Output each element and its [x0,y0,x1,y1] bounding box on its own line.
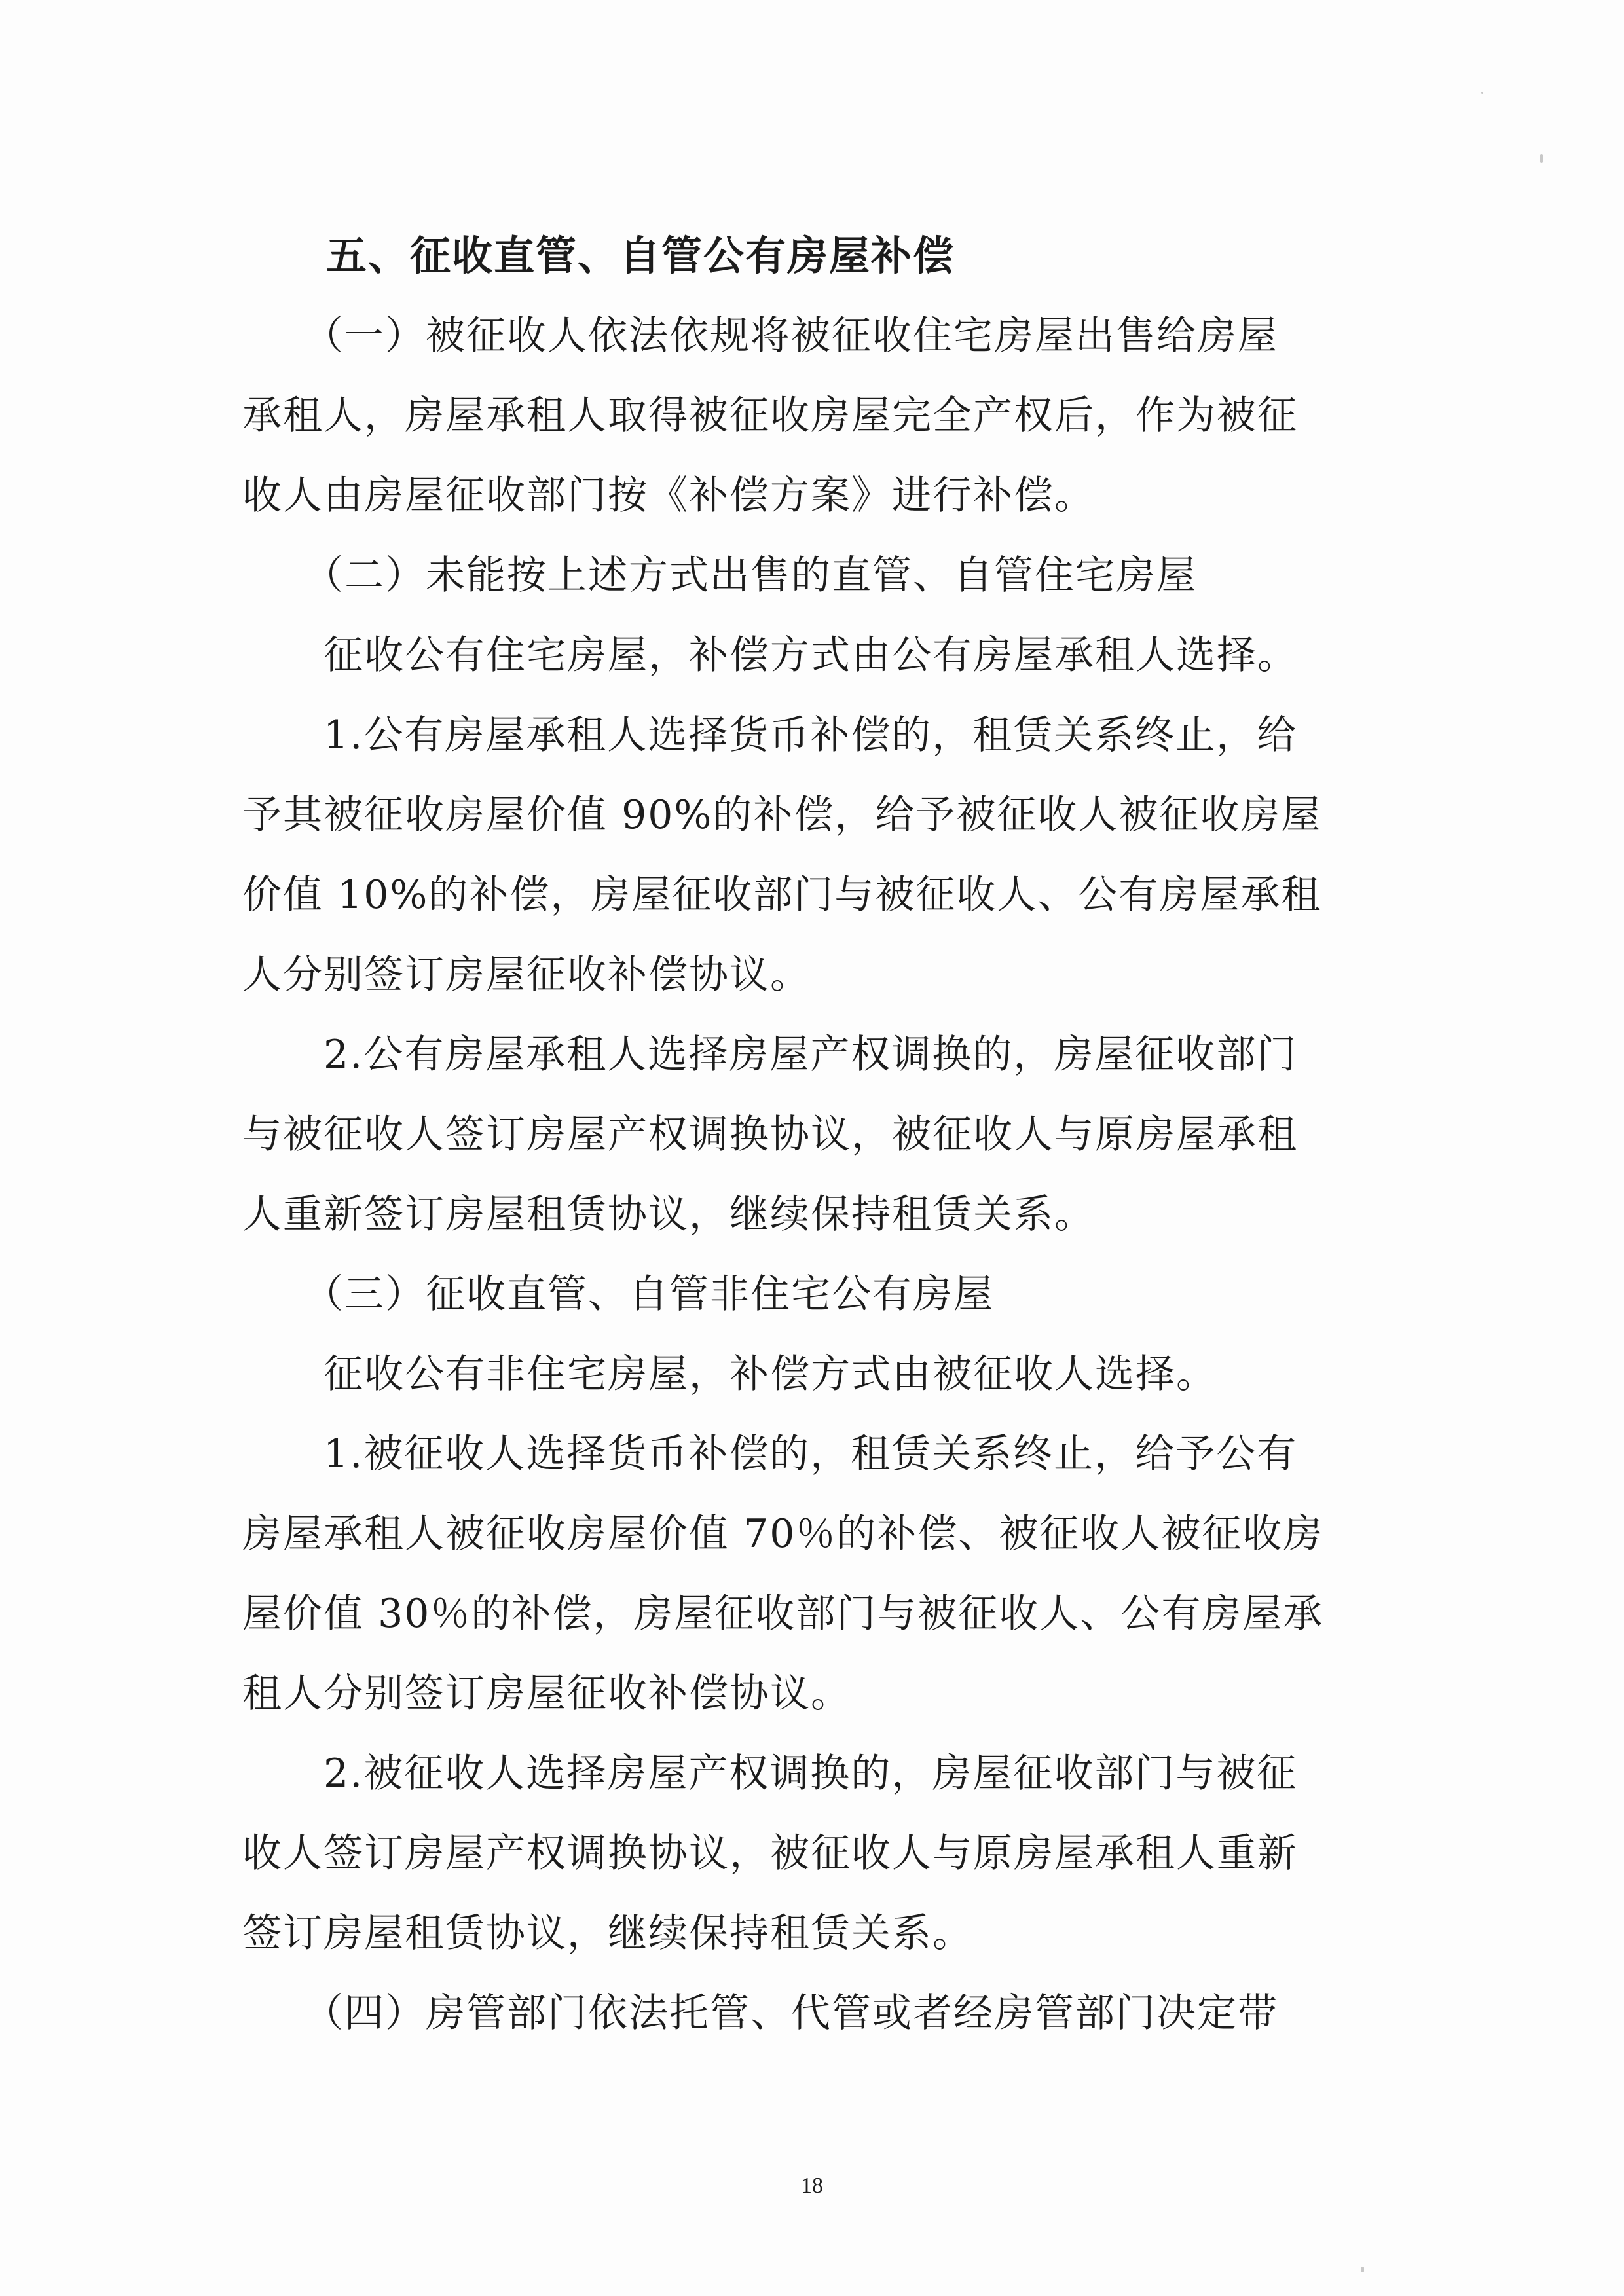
text-line: 2.被征收人选择房屋产权调换的，房屋征收部门与被征 [242,1751,1298,1796]
text-line: 征收公有住宅房屋，补偿方式由公有房屋承租人选择。 [242,632,1298,678]
text-line: （二）未能按上述方式出售的直管、自管住宅房屋 [242,553,1197,598]
text-line: 价值 10%的补偿，房屋征收部门与被征收人、公有房屋承租 [242,872,1322,918]
document-body [242,216,1382,2053]
text-line: 承租人，房屋承租人取得被征收房屋完全产权后，作为被征 [242,393,1298,439]
text-line: 签订房屋租赁协议，继续保持租赁关系。 [242,1910,973,1956]
text-line: 予其被征收房屋价值 90%的补偿，给予被征收人被征收房屋 [242,792,1322,838]
text-line: 人分别签订房屋征收补偿协议。 [242,952,811,998]
text-line: 人重新签订房屋租赁协议，继续保持租赁关系。 [242,1192,1095,1237]
text-line: 租人分别签订房屋征收补偿协议。 [242,1671,851,1717]
scan-speck [1361,2267,1364,2272]
text-line: 征收公有非住宅房屋，补偿方式由被征收人选择。 [242,1351,1217,1397]
text-line: （一）被征收人依法依规将被征收住宅房屋出售给房屋 [242,313,1278,359]
text-line: （三）征收直管、自管非住宅公有房屋 [242,1271,994,1317]
scan-speck [1481,92,1483,94]
text-line: 收人签订房屋产权调换协议，被征收人与原房屋承租人重新 [242,1831,1298,1876]
text-line: （四）房管部门依法托管、代管或者经房管部门决定带 [242,1990,1278,2036]
text-line: 1.公有房屋承租人选择货币补偿的，租赁关系终止，给 [242,712,1298,758]
page-number: 18 [801,2174,823,2198]
text-line: 与被征收人签订房屋产权调换协议，被征收人与原房屋承租 [242,1112,1298,1157]
text-line: 收人由房屋征收部门按《补偿方案》进行补偿。 [242,473,1095,519]
text-line: 屋价值 30％的补偿，房屋征收部门与被征收人、公有房屋承 [242,1591,1324,1637]
text-line: 房屋承租人被征收房屋价值 70％的补偿、被征收人被征收房 [242,1511,1324,1557]
text-line: 2.公有房屋承租人选择房屋产权调换的，房屋征收部门 [242,1032,1298,1078]
scan-speck [1540,154,1543,163]
text-line: 1.被征收人选择货币补偿的，租赁关系终止，给予公有 [242,1431,1298,1477]
section-heading: 五、征收直管、自管公有房屋补偿 [242,232,955,280]
